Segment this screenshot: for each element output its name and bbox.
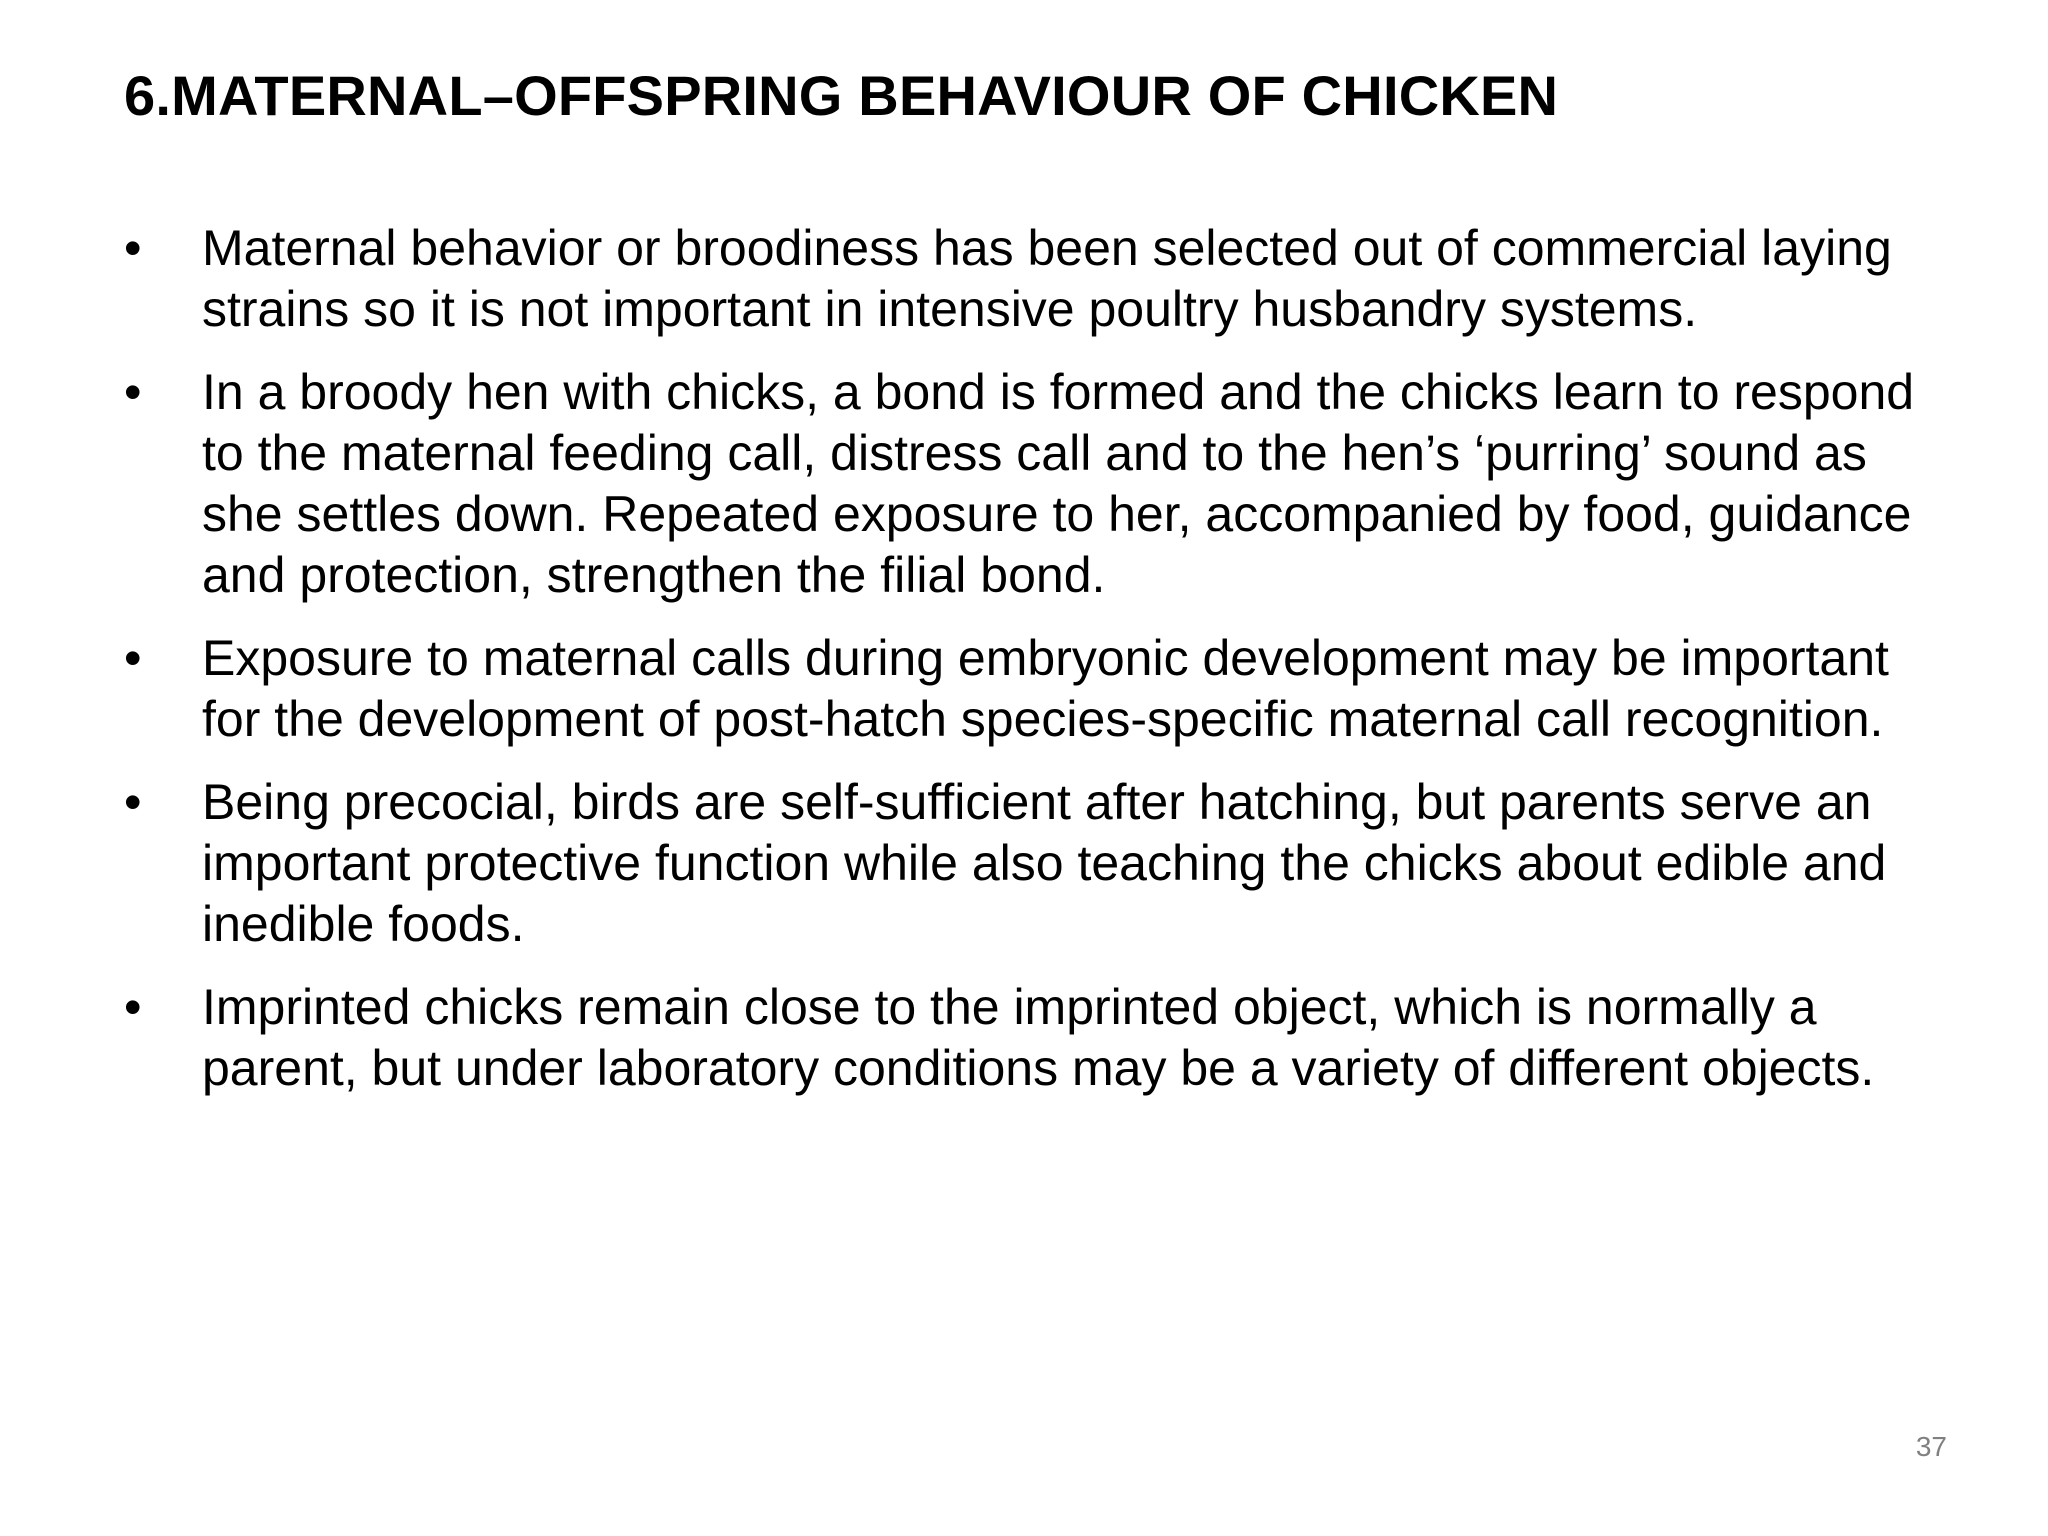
bullet-text: In a broody hen with chicks, a bond is formed and the chicks learn to respond to the maternal feeding call, distress call and to the hen’s ‘purring’ sound as she settles down. Repeated exposure to her, accompanied by food, guidance and protection, strengthen the filial bond. [202, 364, 1915, 603]
bullet-text: Imprinted chicks remain close to the imprinted object, which is normally a parent, but under laboratory conditions may be a variety of different objects. [202, 979, 1875, 1096]
bullet-icon: • [124, 979, 142, 1035]
list-item [124, 772, 1954, 955]
page-number: 37 [1915, 1431, 1947, 1462]
bullet-list [124, 218, 1954, 1121]
bullet-text: Maternal behavior or broodiness has been selected out of commercial laying strains so it is not important in intensive poultry husbandry systems. [202, 220, 1892, 337]
bullet-icon: • [124, 364, 142, 420]
bullet-text: Being precocial, birds are self-sufficient after hatching, but parents serve an important protective function while also teaching the chicks about edible and inedible foods. [202, 774, 1887, 952]
list-item [124, 218, 1954, 340]
slide-title: 6.MATERNAL–OFFSPRING BEHAVIOUR OF CHICKEN [124, 64, 1559, 127]
list-item [124, 977, 1954, 1099]
bullet-icon: • [124, 774, 142, 830]
bullet-icon: • [124, 630, 142, 686]
bullet-text: Exposure to maternal calls during embryonic development may be important for the development of post-hatch species-specific maternal call recognition. [202, 630, 1889, 747]
bullet-icon: • [124, 220, 142, 276]
list-item [124, 628, 1954, 750]
list-item [124, 362, 1954, 606]
